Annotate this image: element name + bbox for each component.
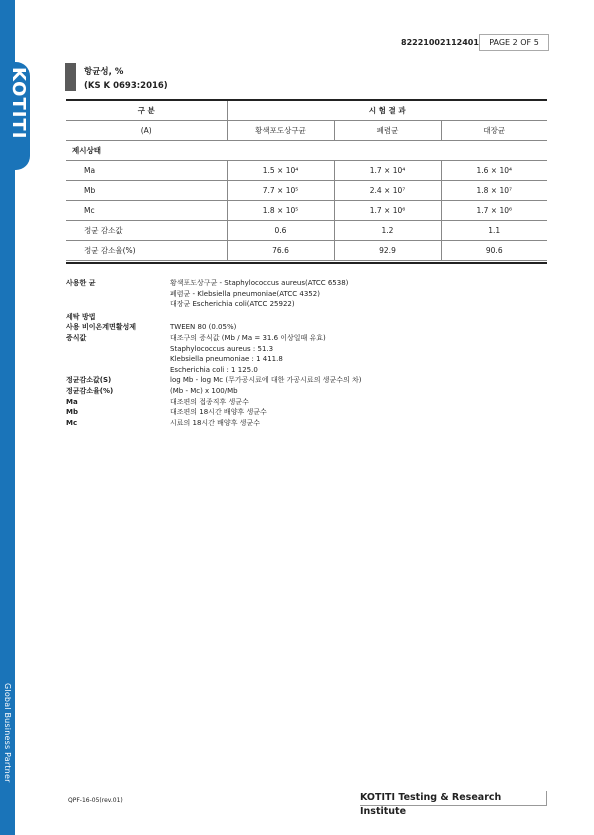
info-label: 사용한 균 <box>66 279 96 287</box>
info-label: 정균감소값(S) <box>66 376 112 385</box>
table-bottom-rule <box>66 262 547 264</box>
report-number: 82221002112401 <box>401 38 479 47</box>
info-value: Escherichia coli : 1 125.0 <box>170 365 258 374</box>
row-label: 정균 감소값 <box>66 221 227 241</box>
row-label: Mc <box>66 201 227 221</box>
info-label: 증식값 <box>66 333 87 342</box>
table-cell: 1.5 × 10⁴ <box>227 161 334 181</box>
table-header-row <box>66 100 547 121</box>
results-table <box>66 99 547 261</box>
form-code: QPF-16-05(rev.01) <box>68 797 123 804</box>
bacteria-3: 대장균 <box>441 121 547 141</box>
section-title <box>84 65 168 93</box>
table-cell: 0.6 <box>227 221 334 241</box>
section-title-line1: 항균성, % <box>84 67 124 77</box>
table-cell: 1.8 × 10⁵ <box>227 201 334 221</box>
section-title-line2: (KS K 0693:2016) <box>84 81 168 91</box>
table-cell: 1.2 <box>334 221 441 241</box>
info-value: 대장균 Escherichia coli(ATCC 25922) <box>170 300 295 309</box>
table-section-row <box>66 141 547 161</box>
table-cell: 76.6 <box>227 241 334 261</box>
table-row <box>66 201 547 221</box>
row-label: Ma <box>66 161 227 181</box>
table-cell: 1.7 × 10⁴ <box>334 161 441 181</box>
info-value: 대조편의 접종직후 생균수 <box>170 397 249 406</box>
table-subheader-row <box>66 121 547 141</box>
row-label: 정균 감소율(%) <box>66 241 227 261</box>
footer-organization: KOTITI Testing & Research Institute <box>360 791 547 806</box>
info-value: 시료의 18시간 배양후 생균수 <box>170 418 260 427</box>
subheader-a: (A) <box>66 121 227 141</box>
info-label: 사용 비이온계면활성제 <box>66 323 137 332</box>
info-value: 대조편의 18시간 배양후 생균수 <box>170 408 267 417</box>
info-label: 세탁 방법 <box>66 312 96 321</box>
table-row <box>66 181 547 201</box>
info-value: 황색포도상구균 - Staphylococcus aureus(ATCC 6538) <box>170 279 349 287</box>
table-cell: 90.6 <box>441 241 547 261</box>
info-value: 폐렴균 - Klebsiella pneumoniae(ATCC 4352) <box>170 289 320 298</box>
table-cell: 1.1 <box>441 221 547 241</box>
table-cell: 1.7 × 10⁶ <box>441 201 547 221</box>
header-category: 구 분 <box>66 100 227 121</box>
table-cell: 1.6 × 10⁴ <box>441 161 547 181</box>
info-value: 대조구의 증식값 (Mb / Ma = 31.6 이상일때 유효) <box>170 333 326 342</box>
info-label: Mc <box>66 418 78 427</box>
page-indicator: PAGE 2 OF 5 <box>479 34 549 51</box>
table-row <box>66 221 547 241</box>
info-value: TWEEN 80 (0.05%) <box>170 323 237 332</box>
info-label: Ma <box>66 397 78 406</box>
table-cell: 2.4 × 10⁷ <box>334 181 441 201</box>
table-row <box>66 241 547 261</box>
info-label: Mb <box>66 408 78 417</box>
row-label: Mb <box>66 181 227 201</box>
title-marker <box>65 63 76 91</box>
table-cell: 1.8 × 10⁷ <box>441 181 547 201</box>
table-cell: 92.9 <box>334 241 441 261</box>
info-value: Staphylococcus aureus : 51.3 <box>170 344 274 353</box>
kotiti-logo: KOTITI <box>8 67 29 140</box>
header-results: 시 험 결 과 <box>227 100 547 121</box>
info-value: Klebsiella pneumoniae : 1 411.8 <box>170 355 283 364</box>
table-row <box>66 161 547 181</box>
section-label: 제시상태 <box>66 141 547 161</box>
bacteria-2: 폐렴균 <box>334 121 441 141</box>
side-tagline: Global Business Partner <box>3 683 12 783</box>
bacteria-1: 황색포도상구균 <box>227 121 334 141</box>
info-value: log Mb - log Mc (무가공시료에 대한 가공시료의 생균수의 차) <box>170 376 362 385</box>
table-cell: 1.7 × 10⁶ <box>334 201 441 221</box>
page-header <box>401 34 547 50</box>
table-cell: 7.7 × 10⁵ <box>227 181 334 201</box>
info-label: 정균감소율(%) <box>66 386 114 395</box>
info-value: (Mb - Mc) x 100/Mb <box>170 386 238 395</box>
